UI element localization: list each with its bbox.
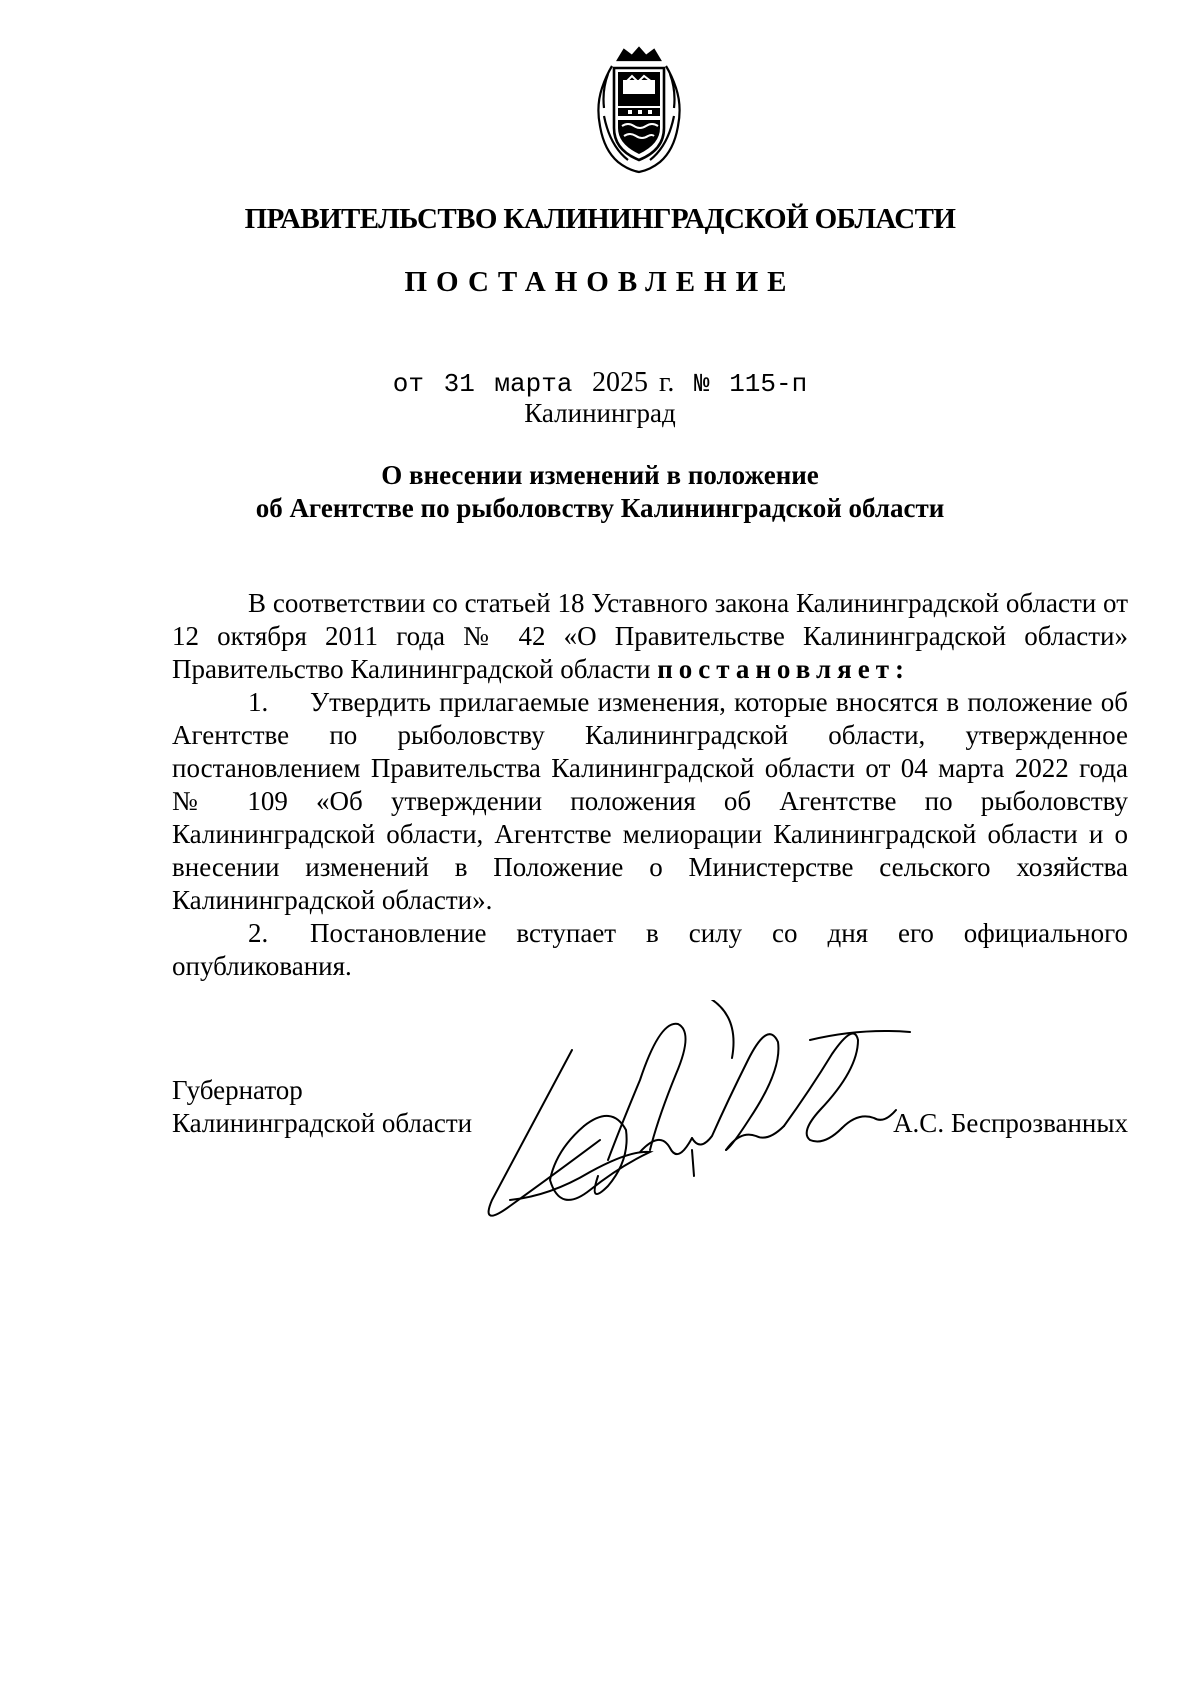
coat-of-arms-icon: [588, 46, 690, 174]
item-number: 1.: [248, 687, 269, 717]
item-text: Утвердить прилагаемые изменения, которые вносятся в положение об Агентстве по рыболовству Калининградской области, утвержденное постановлением Правительства Калининградской области от 04 марта 2022 года № 109 «Об утверждении положения об Агентстве по рыболовству Калининградской области, Агентстве мелиорации Калининградской области и о внесении изменений в Положение о Министерстве сельского хозяйства Калининградской области».: [172, 687, 1128, 915]
subject-line-2: об Агентстве по рыболовству Калининградской области: [255, 493, 945, 523]
item-text: Постановление вступает в силу со дня его официального опубликования.: [172, 918, 1128, 981]
item-number: 2.: [248, 918, 269, 948]
date-number-line: [0, 367, 1200, 399]
list-item: [172, 917, 1128, 983]
list-item: [172, 686, 1128, 917]
document-body: [172, 587, 1128, 983]
resolves-word: постановляет:: [657, 654, 910, 684]
intro-paragraph: [172, 587, 1128, 686]
document-subject: [0, 459, 1200, 525]
signer-position-line-1: Губернатор: [172, 1075, 303, 1105]
date-prefix: от: [392, 369, 424, 399]
date-day-month: 31 марта: [443, 369, 573, 399]
signer-name: А.С. Беспрозванных: [893, 1108, 1128, 1138]
signer-position-line-2: Калининградской области: [172, 1108, 473, 1138]
handwritten-signature-icon: [480, 1000, 930, 1250]
government-title: ПРАВИТЕЛЬСТВО КАЛИНИНГРАДСКОЙ ОБЛАСТИ: [244, 203, 956, 235]
intro-text: В соответствии со статьей 18 Уставного закона Калининградской области от 12 октября 2011 года № 42 «О Правительстве Калининградской области» Правительство Калининградской области: [172, 588, 1128, 684]
subject-line-1: О внесении изменений в положение: [381, 460, 819, 490]
document-type: ПОСТАНОВЛЕНИЕ: [404, 266, 796, 298]
city: Калининград: [524, 398, 676, 428]
document-number: № 115-п: [693, 369, 808, 399]
signer-position: [172, 1074, 472, 1140]
date-year: 2025 г.: [592, 367, 675, 398]
